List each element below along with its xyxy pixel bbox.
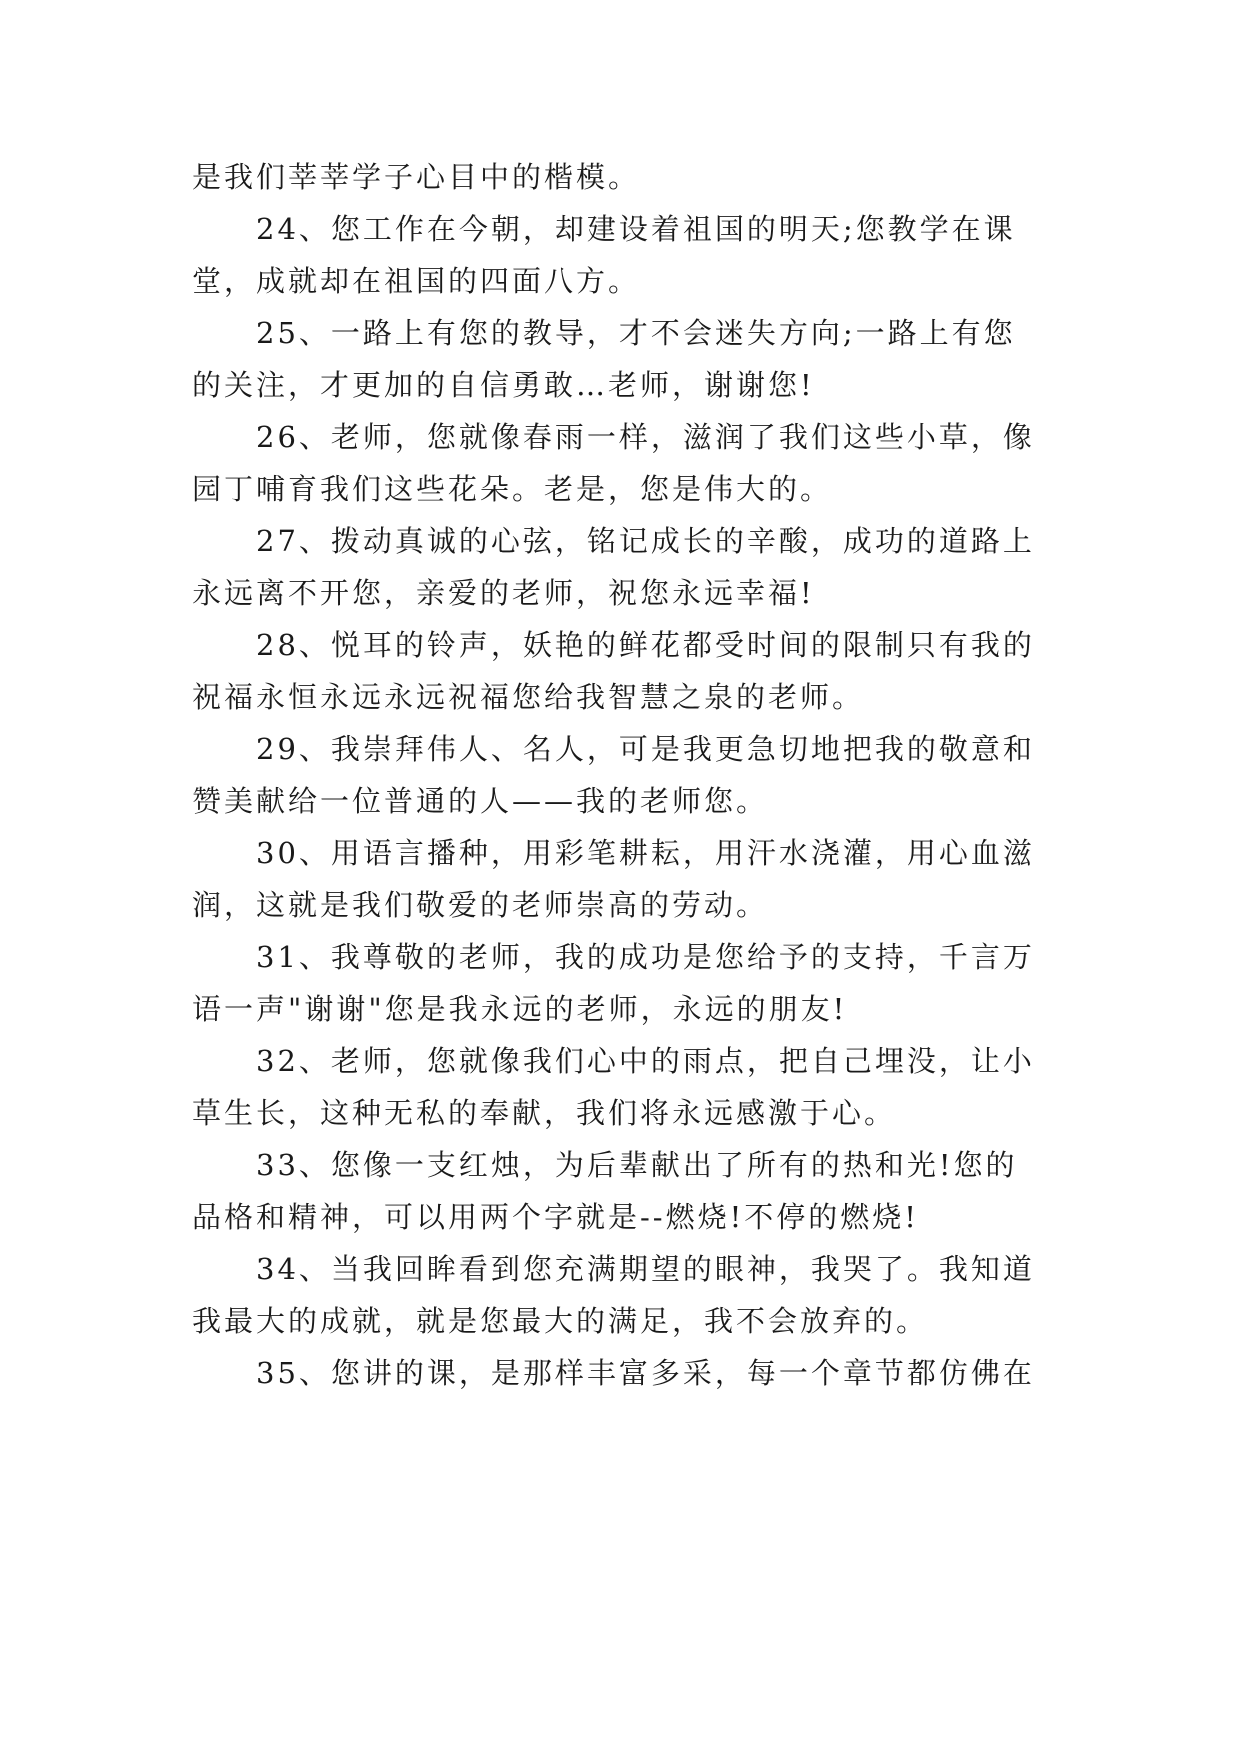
text-line: 语一声"谢谢"您是我永远的老师，永远的朋友! xyxy=(192,992,848,1026)
text-line: 33、您像一支红烛，为后辈献出了所有的热和光!您的 xyxy=(256,1148,1018,1182)
text-line: 34、当我回眸看到您充满期望的眼神，我哭了。我知道 xyxy=(256,1252,1035,1286)
text-line: 是我们莘莘学子心目中的楷模。 xyxy=(192,160,641,194)
text-line: 25、一路上有您的教导，才不会迷失方向;一路上有您 xyxy=(256,316,1016,350)
text-line: 的关注，才更加的自信勇敢…老师，谢谢您! xyxy=(192,368,815,402)
text-line: 32、老师，您就像我们心中的雨点，把自己埋没，让小 xyxy=(256,1044,1035,1078)
text-line: 润，这就是我们敬爱的老师崇高的劳动。 xyxy=(192,888,769,922)
text-line: 29、我崇拜伟人、名人，可是我更急切地把我的敬意和 xyxy=(256,732,1035,766)
text-line: 28、悦耳的铃声，妖艳的鲜花都受时间的限制只有我的 xyxy=(256,628,1035,662)
text-line: 品格和精神，可以用两个字就是--燃烧!不停的燃烧! xyxy=(192,1200,919,1234)
text-line: 园丁哺育我们这些花朵。老是，您是伟大的。 xyxy=(192,472,833,506)
text-line: 永远离不开您，亲爱的老师，祝您永远幸福! xyxy=(192,576,815,610)
text-line: 26、老师，您就像春雨一样，滋润了我们这些小草，像 xyxy=(256,420,1035,454)
text-line: 24、您工作在今朝，却建设着祖国的明天;您教学在课 xyxy=(256,212,1016,246)
text-line: 赞美献给一位普通的人——我的老师您。 xyxy=(192,784,769,818)
text-line: 我最大的成就，就是您最大的满足，我不会放弃的。 xyxy=(192,1304,929,1338)
text-line: 祝福永恒永远永远祝福您给我智慧之泉的老师。 xyxy=(192,680,865,714)
text-line: 27、拨动真诚的心弦，铭记成长的辛酸，成功的道路上 xyxy=(256,524,1035,558)
text-line: 堂，成就却在祖国的四面八方。 xyxy=(192,264,641,298)
text-line: 30、用语言播种，用彩笔耕耘，用汗水浇灌，用心血滋 xyxy=(256,836,1035,870)
text-line: 草生长，这种无私的奉献，我们将永远感激于心。 xyxy=(192,1096,897,1130)
text-line: 31、我尊敬的老师，我的成功是您给予的支持，千言万 xyxy=(256,940,1035,974)
text-line: 35、您讲的课，是那样丰富多采，每一个章节都仿佛在 xyxy=(256,1356,1035,1390)
